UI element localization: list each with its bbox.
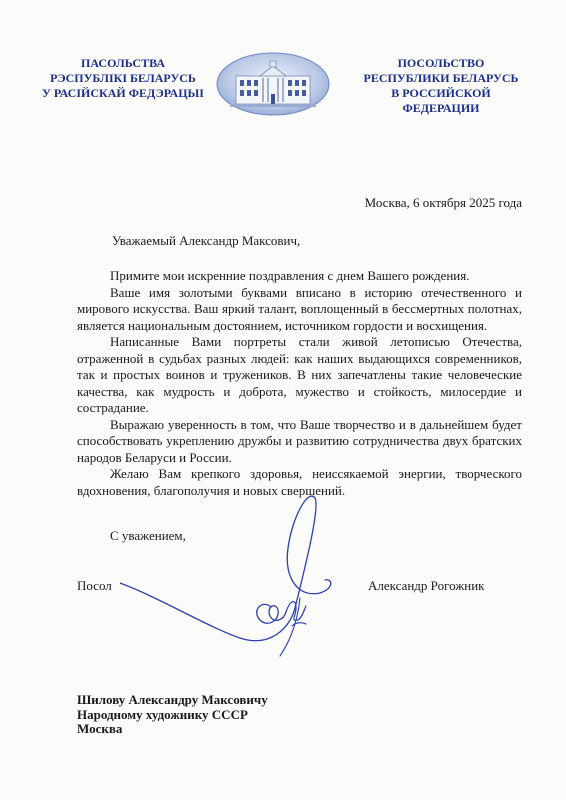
addressee-line: Москва	[77, 721, 123, 736]
addressee-block	[77, 693, 268, 737]
body-paragraph: Желаю Вам крепкого здоровья, неиссякаемой энергии, творческого вдохновения, благополучия и новых свершений.	[77, 466, 522, 498]
body-paragraph: Примите мои искренние поздравления с днем Вашего рождения.	[110, 268, 470, 283]
letterhead-belarusian	[38, 56, 208, 101]
letterhead-left-line: ПАСОЛЬСТВА	[81, 56, 165, 70]
closing-phrase: С уважением,	[110, 528, 186, 543]
letterhead-left-line: У РАСIЙСКАЙ ФЕДЭРАЦЫI	[42, 86, 204, 100]
signatory-title: Посол	[77, 578, 112, 593]
letter-date: Москва, 6 октября 2025 года	[364, 195, 522, 210]
body-paragraph: Выражаю уверенность в том, что Ваше творчество и в дальнейшем будет способствовать укреплению дружбы и развитию сотрудничества двух братских народов Беларуси и России.	[77, 416, 522, 465]
handwritten-signature-icon	[120, 488, 340, 668]
salutation: Уважаемый Александр Максович,	[112, 233, 301, 248]
letterhead-right-line: РЕСПУБЛИКИ БЕЛАРУСЬ	[363, 71, 519, 85]
letter-body	[77, 268, 522, 499]
body-paragraph: Ваше имя золотыми буквами вписано в историю отечественного и мирового искусства. Ваш яркий талант, воплощенный в бессмертных полотнах, является национальным достоянием, источником гордости и восхищения.	[77, 284, 522, 333]
addressee-line: Шилову Александру Максовичу	[77, 692, 268, 707]
letterhead-right-line: В РОССИЙСКОЙ ФЕДЕРАЦИИ	[391, 86, 491, 115]
addressee-line: Народному художнику СССР	[77, 706, 248, 722]
letterhead-right-line: ПОСОЛЬСТВО	[397, 56, 485, 70]
letterhead-russian	[356, 56, 526, 116]
body-paragraph: Написанные Вами портреты стали живой летописью Отечества, отраженной в судьбах разных людей: как наших выдающихся современников, так и простых воинов и тружеников. В них запечатлены такие человеческие качества, как мудрость и доброта, мужество и стойкость, милосердие и сострадание.	[77, 334, 522, 415]
letterhead-left-line: РЭСПУБЛIКI БЕЛАРУСЬ	[50, 71, 196, 85]
embassy-building-emblem-icon	[216, 52, 330, 116]
signatory-name: Александр Рогожник	[368, 578, 485, 593]
